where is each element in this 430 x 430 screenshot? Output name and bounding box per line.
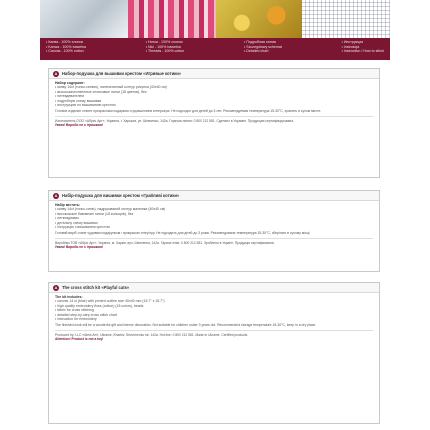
ukrainian-label-block	[48, 190, 380, 272]
product-description: Готовое изделие станет прекрасным подарком и украшением интерьера. Не подходит для детей до 3 лет. Рекомендуемая температура 15-30°C, хранить в сухом месте.	[55, 109, 322, 114]
block-header	[49, 191, 379, 201]
feature-text: • Nici - 100% bawełna	[145, 44, 181, 49]
brand-logo-icon: A	[54, 192, 58, 198]
feature-text: • Канва - 100% хлопок	[46, 40, 84, 44]
kit-contents-item: • высококачественные хлопковые нитки (18 цветов), без	[55, 89, 147, 94]
block-title: The cross stitch kit «Playful cats»	[62, 285, 130, 290]
divider	[55, 330, 373, 331]
kit-contents-item: • канву 14ct (тонко-синюю), напечатанный контур рисунка (40x40 см)	[55, 85, 167, 90]
banner-feature-list	[40, 38, 390, 60]
kit-contents-item: • канву 14ct (тонко-синю), надрукований контур малюнка (40x40 см)	[55, 207, 166, 212]
kit-contents-item: • інструкцію з вишивання хрестом	[55, 225, 110, 230]
feature-column-instruction	[342, 40, 384, 58]
english-label-block	[48, 282, 380, 424]
kit-contents-item: • нитевдевателем	[55, 94, 84, 99]
feature-text: • Подробная схема	[244, 40, 276, 44]
block-body	[49, 79, 379, 129]
safety-warning: Увага! Вироби не є іграшкою!	[55, 244, 104, 249]
block-body	[49, 293, 379, 343]
divider	[55, 238, 373, 239]
instruction-photo	[302, 0, 390, 38]
kit-contents-item: • високоякісні бавовняні нитки (18 кольорів), без	[55, 211, 134, 216]
kit-contents-heading: Набор содержит:	[55, 81, 85, 85]
feature-text: • Canvas - 100% cotton	[46, 49, 84, 54]
kit-contents-item: • instruction for embroidery	[55, 317, 97, 322]
feature-text: • Нитки - 100% хлопок	[145, 40, 183, 44]
canvas-photo	[40, 0, 128, 38]
kit-contents-item: • инструкцию по вышиванию крестом	[55, 103, 116, 108]
product-description: Готовий виріб стане чудовим подарунком і прикрасою інтер'єру. Не підходить для дітей до 3 років. Рекомендована температура 15-30°C, зберігати в сухому місці.	[55, 231, 311, 236]
manufacturer-info: Produced by: LLC «Abris Art», Ukraine, Kharkiv, Shevchenko str. 142a. Hot line: 0 800 212 581. Made in Ukraine. Certified products.	[55, 332, 249, 337]
chart-photo	[216, 0, 302, 38]
brand-logo-icon: A	[54, 70, 58, 76]
product-photo-strip	[40, 0, 390, 38]
threads-photo	[128, 0, 216, 38]
feature-text: • Kanwa - 100% bawełna	[46, 44, 87, 49]
product-banner	[40, 0, 390, 60]
kit-contents-item: • детальну схему вишивки	[55, 220, 98, 225]
kit-contents-item: • нитковдіювач	[55, 216, 79, 221]
kit-contents-item: • подробную схему вышивки	[55, 98, 102, 103]
feature-text: • Detailed chart	[244, 49, 269, 54]
kit-contents-item: • high quality embroidery floss (cotton) (18 colors), beads	[55, 303, 144, 308]
russian-label-block	[48, 68, 380, 178]
block-body	[49, 201, 379, 251]
block-title: Набір-подушка для вишивки хрестом «Грайливі котики»	[62, 193, 180, 198]
brand-logo-icon: A	[54, 284, 58, 290]
feature-column-threads	[146, 40, 185, 58]
manufacturer-info: Виробник ТОВ «Абріс Арт», Україна, м. Харків, вул. Шевченка, 142а. Гаряча лінія: 0 800 212 581. Зроблено в Україні. Продукція сертифікована.	[55, 240, 275, 245]
product-description: The finished work will be a wonderful gift and interior decoration. Not suitable for children under 3 years old. Recommended storage temperature 15-30°C, keep in a dry place.	[55, 323, 317, 328]
kit-contents-heading: The kit includes:	[55, 295, 83, 299]
feature-column-canvas	[46, 40, 86, 58]
kit-contents-item: • fabric for cross stitching	[55, 308, 94, 313]
block-title: Набор-подушка для вышивки крестом «Игривые котики»	[62, 71, 182, 76]
divider	[55, 116, 373, 117]
safety-warning: Attention! Product is not a toy!	[55, 336, 104, 341]
manufacturer-info: Изготовитель ООО «Абрис Арт», Украина, г. Харьков, ул. Шевченко, 142а. Горячая линия: 0 800 212 581. Сделано в Украине. Продукция сертифицирована.	[55, 118, 294, 123]
kit-contents-item: • canvas 14 ct (blue) with printed outline size 40x40 mm (15.7" x 15.7")	[55, 299, 165, 304]
feature-text: • Threads - 100% cotton	[145, 49, 185, 54]
feature-text: • Szczegółowy schemat	[244, 44, 282, 49]
safety-warning: Увага! Вироби не є іграшкою!	[55, 122, 104, 127]
feature-text: • Инструкция	[341, 40, 364, 44]
feature-column-chart	[244, 40, 282, 58]
feature-text: • Instrukcja	[341, 44, 360, 49]
feature-text: • Instruction / How to stitch	[341, 49, 384, 54]
block-header	[49, 69, 379, 79]
block-header	[49, 283, 379, 293]
kit-contents-heading: Набір містить:	[55, 203, 81, 207]
kit-contents-item: • detailed step-by-step cross stitch chart	[55, 312, 117, 317]
